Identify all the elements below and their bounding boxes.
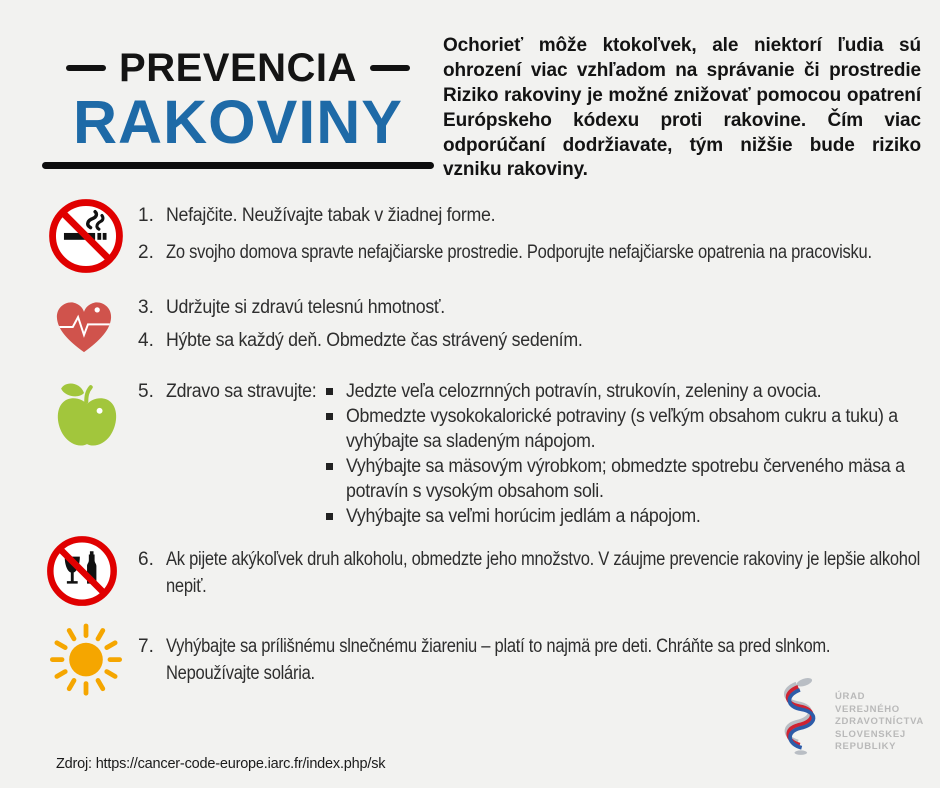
item-text: Nefajčite. Neužívajte tabak v žiadnej forme. (166, 205, 496, 226)
diet-bullet-4 (326, 504, 926, 529)
no-smoking-icon (48, 198, 124, 274)
section-smoking (46, 198, 926, 277)
item-number: 7. (138, 636, 154, 657)
item-text: Ak pijete akýkoľvek druh alkoholu, obmedzte jeho množstvo. V záujme prevencie rakoviny je lepšie alkohol nepiť. (166, 549, 921, 597)
square-bullet-icon (326, 513, 333, 520)
source-text: Zdroj: https://cancer-code-europe.iarc.fr/index.php/sk (56, 756, 386, 772)
bullet-text: Vyhýbajte sa veľmi horúcim jedlám a nápojom. (346, 506, 701, 527)
sun-icon (46, 618, 126, 698)
uvz-snake-logo-icon (776, 676, 822, 758)
bullet-text: Vyhýbajte sa mäsovým výrobkom; obmedzte spotrebu červeného mäsa a potravín s vysokým obsahom soli. (346, 456, 905, 502)
item-number: 4. (138, 330, 154, 351)
diet-bullet-2 (326, 404, 926, 454)
title-dash-right (370, 65, 410, 71)
title-dash-left (66, 65, 106, 71)
diet-bullet-1 (326, 379, 926, 404)
item-number: 1. (138, 205, 154, 226)
item-text: Hýbte sa každý deň. Obmedzte čas strávený sedením. (166, 330, 583, 351)
diet-bullet-3 (326, 454, 926, 504)
title-rakoviny: RAKOVINY (73, 88, 403, 156)
intro-paragraph: Ochorieť môže ktokoľvek, ale niektorí ľudia sú ohrození viac vzhľadom na správanie či prostredie Riziko rakoviny je možné znižovať pomocou opatrení Európskeho kódexu proti rakovine. Čím viac odporúčaní dodržiavate, tým nižšie bude riziko vzniku rakoviny. (443, 35, 921, 181)
title-top-row (42, 48, 434, 88)
diet-sub-list (326, 379, 926, 529)
item-text: Udržujte si zdravú telesnú hmotnosť. (166, 297, 445, 318)
list-item-6 (138, 546, 926, 600)
no-alcohol-icon (46, 535, 118, 607)
item-number: 2. (138, 242, 154, 263)
list-item-4 (138, 328, 926, 354)
list-item-3 (138, 295, 926, 321)
list-item-5 (138, 379, 326, 529)
item-number: 5. (138, 381, 154, 402)
title-block (42, 48, 434, 169)
section-weight-activity (46, 292, 926, 361)
bullet-text: Obmedzte vysokokalorické potraviny (s veľkým obsahom cukru a tuku) a vyhýbajte sa sladeným nápojom. (346, 406, 898, 452)
square-bullet-icon (326, 388, 333, 395)
list-item-2 (138, 240, 926, 266)
item-text: Zdravo sa stravujte: (166, 381, 317, 402)
apple-icon (50, 378, 124, 454)
list-item-1 (138, 203, 926, 229)
item-number: 6. (138, 549, 154, 570)
bullet-text: Jedzte veľa celozrnných potravín, strukovín, zeleniny a ovocia. (346, 381, 822, 402)
square-bullet-icon (326, 413, 333, 420)
square-bullet-icon (326, 463, 333, 470)
uvz-logo (776, 676, 924, 758)
title-prevencia: PREVENCIA (119, 46, 357, 90)
section-diet (46, 376, 926, 529)
item-text: Zo svojho domova spravte nefajčiarske prostredie. Podporujte nefajčiarske opatrenia na pracovisku. (166, 242, 872, 263)
item-number: 3. (138, 297, 154, 318)
uvz-logo-text: ÚRAD VEREJNÉHO ZDRAVOTNÍCTVA SLOVENSKEJ REPUBLIKY (835, 691, 924, 753)
title-underline (42, 162, 434, 169)
item-text: Vyhýbajte sa prílišnému slnečnému žiareniu – platí to najmä pre deti. Chráňte sa pred slnkom. Nepoužívajte solária. (166, 636, 831, 684)
heart-pulse-icon (51, 294, 117, 360)
section-alcohol (46, 533, 926, 607)
